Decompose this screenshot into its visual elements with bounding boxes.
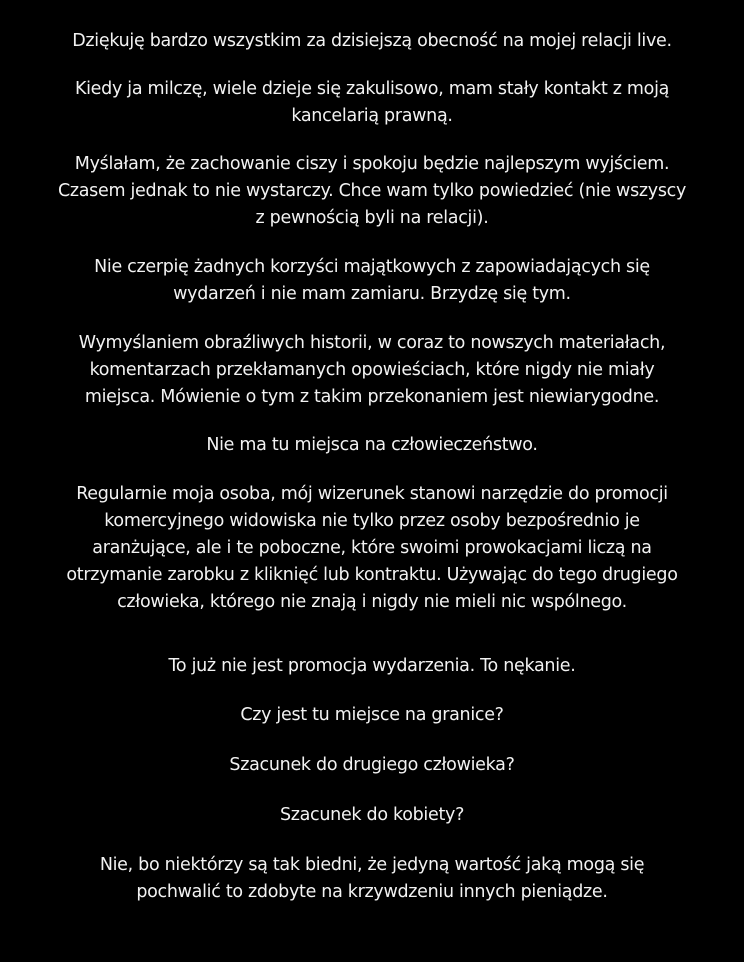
text-line: pochwalić to zdobyte na krzywdzeniu innych pieniądze. — [136, 882, 608, 902]
text-line: To już nie jest promocja wydarzenia. To nękanie. — [168, 656, 576, 676]
paragraph — [0, 481, 744, 616]
text-line: Myślałam, że zachowanie ciszy i spokoju będzie najlepszym wyjściem. — [74, 154, 670, 174]
text-line: Szacunek do drugiego człowieka? — [229, 755, 515, 775]
text-line: Dziękuję bardzo wszystkim za dzisiejszą obecność na mojej relacji live. — [72, 31, 672, 51]
text-line: komercyjnego widowiska nie tylko przez osoby bezpośrednio je — [104, 511, 640, 531]
text-line: Kiedy ja milczę, wiele dzieje się zakulisowo, mam stały kontakt z moją — [74, 79, 670, 99]
paragraph — [0, 752, 744, 779]
paragraph — [0, 653, 744, 680]
text-line: wydarzeń i nie mam zamiaru. Brzydzę się tym. — [173, 284, 571, 304]
text-line: Czy jest tu miejsce na granice? — [240, 705, 504, 725]
text-line: komentarzach przekłamanych opowieściach, które nigdy nie miały — [89, 360, 655, 380]
paragraph — [0, 852, 744, 906]
text-line: Wymyślaniem obraźliwych historii, w coraz to nowszych materiałach, — [78, 333, 666, 353]
paragraph — [0, 802, 744, 829]
text-line: Regularnie moja osoba, mój wizerunek stanowi narzędzie do promocji — [76, 484, 668, 504]
paragraph — [0, 330, 744, 411]
paragraph — [0, 702, 744, 729]
text-line: Nie czerpię żadnych korzyści majątkowych z zapowiadających się — [94, 257, 650, 277]
text-line: Nie, bo niektórzy są tak biedni, że jedyną wartość jaką mogą się — [99, 855, 645, 875]
paragraph — [0, 28, 744, 55]
text-line: Szacunek do kobiety? — [279, 805, 465, 825]
paragraph — [0, 151, 744, 232]
text-line: Nie ma tu miejsca na człowieczeństwo. — [206, 435, 538, 455]
paragraph — [0, 76, 744, 130]
text-line: miejsca. Mówienie o tym z takim przekonaniem jest niewiarygodne. — [84, 387, 660, 407]
text-line: kancelarią prawną. — [291, 106, 453, 126]
text-line: człowieka, którego nie znają i nigdy nie mieli nic wspólnego. — [117, 592, 627, 612]
paragraph — [0, 432, 744, 459]
text-line: aranżujące, ale i te poboczne, które swoimi prowokacjami liczą na — [92, 538, 652, 558]
text-line: z pewnością byli na relacji). — [255, 208, 489, 228]
text-line: Czasem jednak to nie wystarczy. Chce wam tylko powiedzieć (nie wszyscy — [57, 181, 687, 201]
paragraph — [0, 254, 744, 308]
text-line: otrzymanie zarobku z kliknięć lub kontraktu. Używając do tego drugiego — [66, 565, 678, 585]
